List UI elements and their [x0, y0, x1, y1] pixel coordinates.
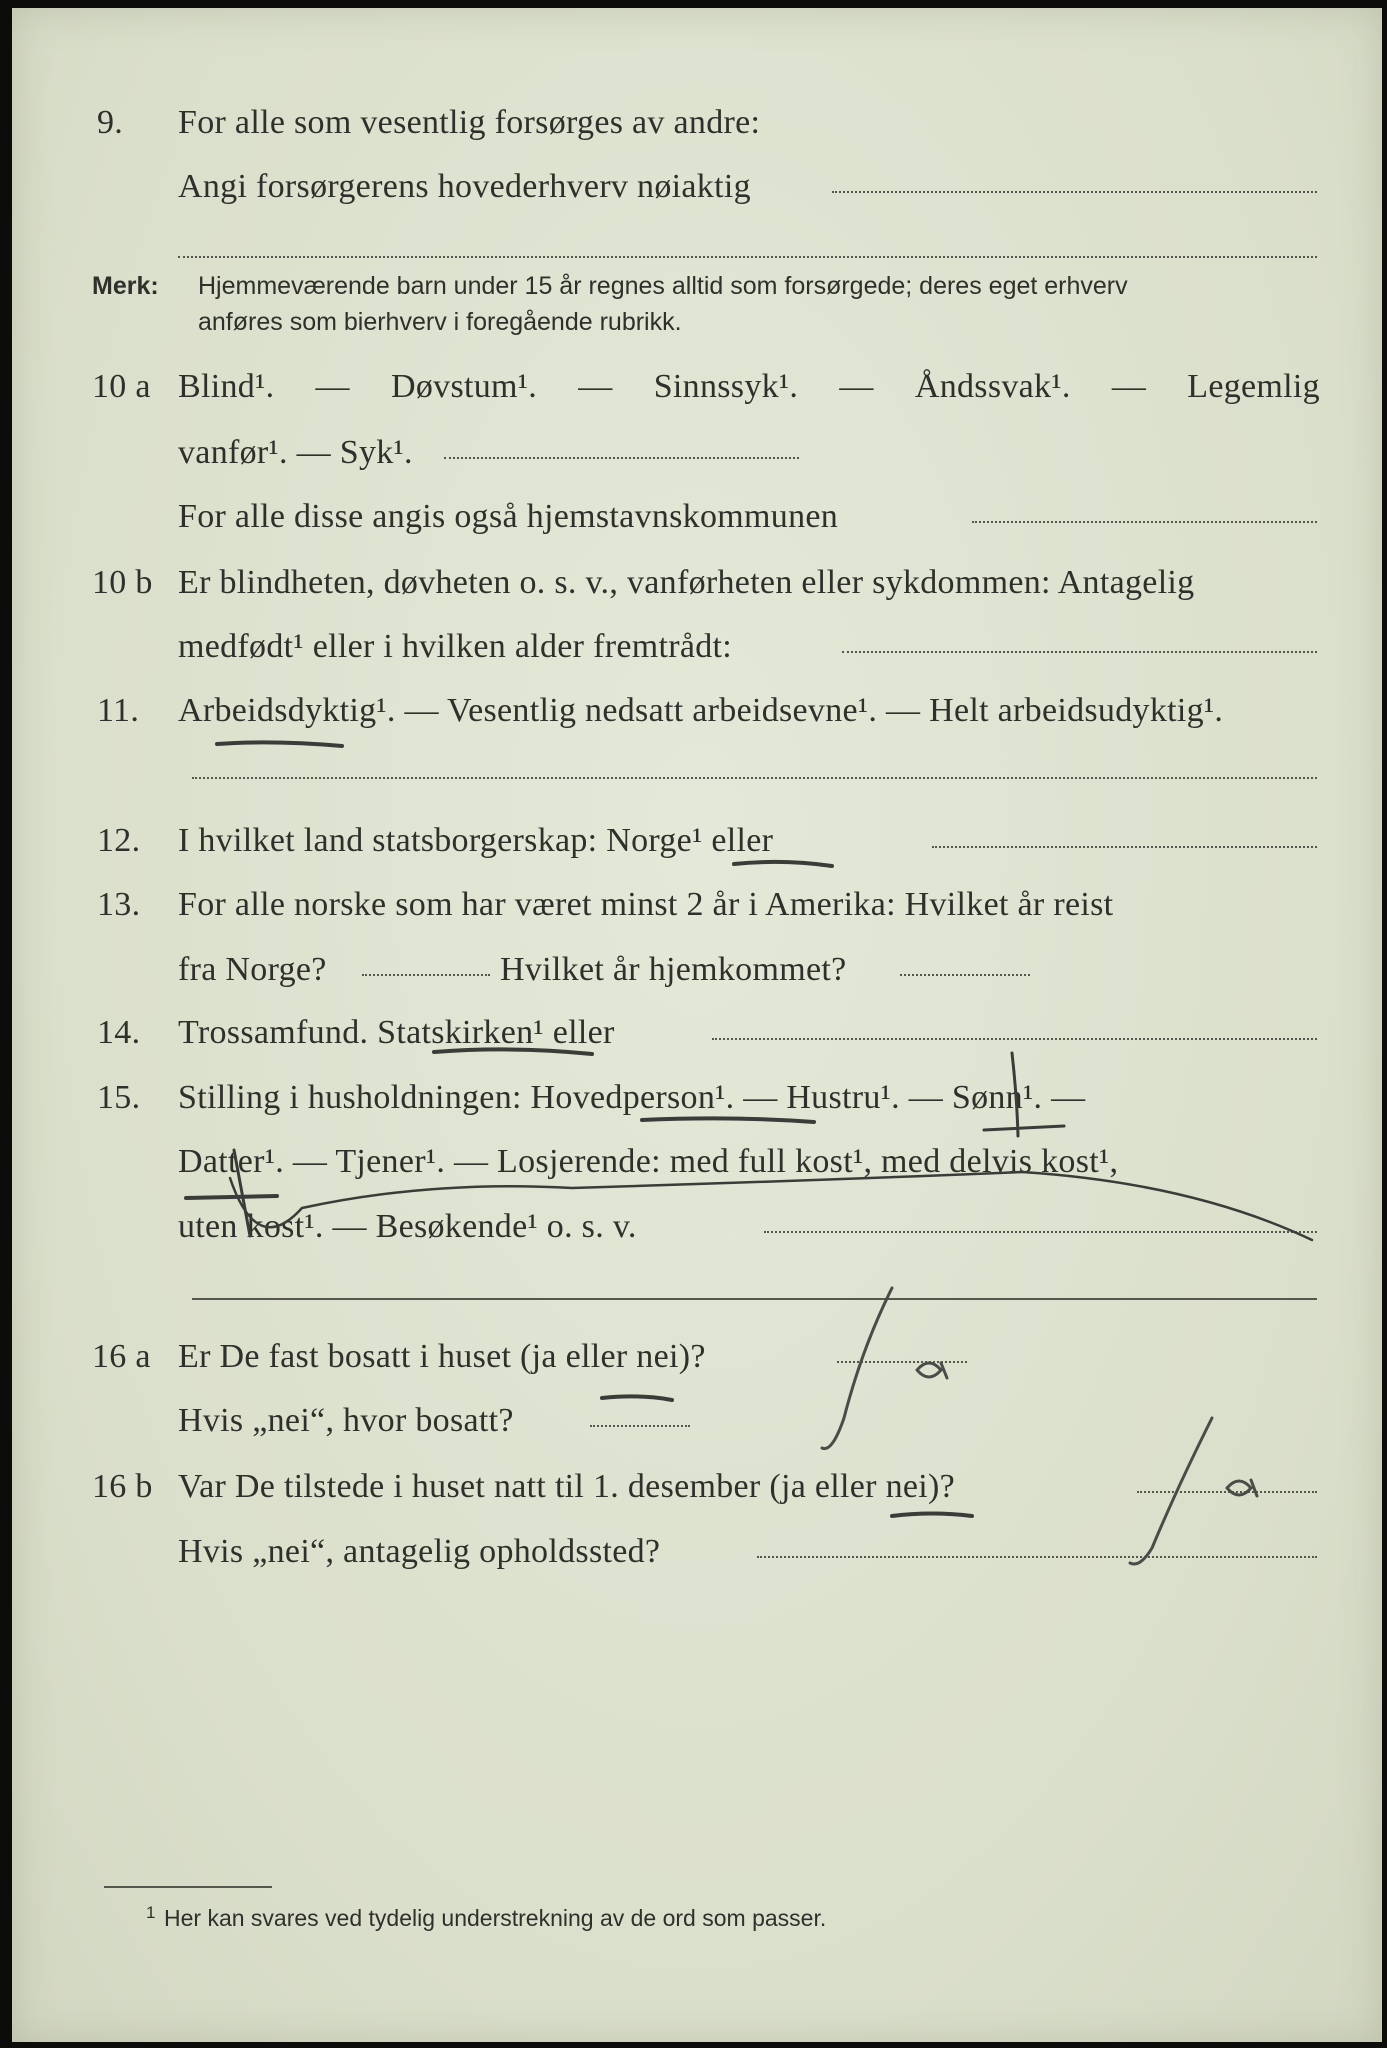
q12-number: 12.: [97, 822, 141, 859]
q14-number: 14.: [97, 1014, 141, 1051]
q9-subquestion: Angi forsørgerens hovederhverv nøiaktig: [178, 168, 751, 205]
q10b-row: [12, 556, 1382, 612]
q10a-dash: —: [1111, 368, 1147, 405]
q10a-number: 10 a: [92, 368, 151, 405]
q15-line-2: Datter¹. — Tjener¹. — Losjerende: med full kost¹, med delvis kost¹,: [178, 1143, 1119, 1180]
q15-divider-line: [192, 1298, 1317, 1300]
q16b-row-2: [12, 1525, 1382, 1581]
q16a-answer-line[interactable]: [837, 1361, 967, 1363]
q16a-bosatt-answer-line[interactable]: [590, 1425, 690, 1427]
q15-answer-line[interactable]: [764, 1231, 1317, 1233]
q10a-option-legemlig[interactable]: Legemlig: [1187, 368, 1320, 405]
q11-answer-line[interactable]: [192, 777, 1317, 779]
q15-row-3: [12, 1200, 1382, 1256]
q11-row: [12, 684, 1382, 740]
q12-answer-line[interactable]: [932, 846, 1317, 848]
q14-answer-line[interactable]: [712, 1038, 1317, 1040]
q10b-line-2: medfødt¹ eller i hvilken alder fremtrådt:: [178, 628, 733, 665]
q13-hjemkommet-label: Hvilket år hjemkommet?: [500, 951, 847, 988]
q13-reist-label: fra Norge?: [178, 951, 327, 988]
q11-question: Arbeidsdyktig¹. — Vesentlig nedsatt arbeidsevne¹. — Helt arbeidsudyktig¹.: [178, 692, 1224, 729]
census-form-page: [12, 8, 1382, 2042]
q10a-dash: —: [839, 368, 874, 405]
q16b-row: [12, 1460, 1382, 1516]
merk-line-2: anføres som bierhverv i foregående rubrikk.: [198, 308, 682, 336]
q10a-line-3: For alle disse angis også hjemstavnskommunen: [178, 498, 839, 535]
q13-hjemkommet-answer-line[interactable]: [900, 974, 1030, 976]
q11-number: 11.: [97, 692, 140, 729]
q10a-option-sinnssyk[interactable]: Sinnssyk¹.: [653, 368, 799, 405]
footnote-text: Her kan svares ved tydelig understrekning av de ord som passer.: [164, 1905, 827, 1931]
q10b-question: Er blindheten, døvheten o. s. v., vanførheten eller sykdommen: Antagelig: [178, 564, 1195, 601]
q10b-number: 10 b: [92, 564, 153, 601]
q10a-options: [178, 368, 1320, 406]
q16a-question: Er De fast bosatt i huset (ja eller nei)?: [178, 1338, 706, 1375]
q10a-line-2: vanfør¹. — Syk¹.: [178, 434, 413, 471]
q9-row: [12, 96, 1382, 152]
footnote-rule: [104, 1886, 272, 1888]
q10a-syk-answer-line[interactable]: [444, 457, 799, 459]
q13-row-2: [12, 943, 1382, 999]
q12-row: [12, 814, 1382, 870]
q13-question: For alle norske som har været minst 2 år i Amerika: Hvilket år reist: [178, 886, 1114, 923]
q15-question: Stilling i husholdningen: Hovedperson¹. — Hustru¹. — Sønn¹. —: [178, 1079, 1086, 1116]
q16b-opholdssted-answer-line[interactable]: [757, 1556, 1317, 1558]
q9-answer-line[interactable]: [832, 191, 1317, 193]
q9-answer-line-2[interactable]: [178, 256, 1317, 258]
q10b-answer-line[interactable]: [842, 651, 1317, 653]
q10a-kommune-answer-line[interactable]: [972, 521, 1317, 523]
q16a-row: [12, 1330, 1382, 1386]
q13-number: 13.: [97, 886, 141, 923]
q10a-row: [12, 360, 1382, 416]
q13-reist-answer-line[interactable]: [362, 974, 490, 976]
q10a-row-3: [12, 490, 1382, 546]
q9-row-2: [12, 160, 1382, 216]
q14-question: Trossamfund. Statskirken¹ eller: [178, 1014, 615, 1051]
q16a-number: 16 a: [92, 1338, 151, 1375]
q16a-line-2: Hvis „nei“, hvor bosatt?: [178, 1402, 514, 1439]
q10a-option-blind[interactable]: Blind¹.: [178, 368, 275, 405]
q16b-line-2: Hvis „nei“, antagelig opholdssted?: [178, 1533, 661, 1570]
q16b-question: Var De tilstede i huset natt til 1. desember (ja eller nei)?: [178, 1468, 956, 1505]
underline-arbeidsdyktig: [217, 742, 342, 746]
q10a-option-dovstum[interactable]: Døvstum¹.: [391, 368, 538, 405]
footnote-mark: 1: [146, 1903, 156, 1922]
q15-row-2: [12, 1135, 1382, 1191]
q10b-row-2: [12, 620, 1382, 676]
q13-row: [12, 878, 1382, 934]
q12-question: I hvilket land statsborgerskap: Norge¹ eller: [178, 822, 774, 859]
q10a-dash: —: [315, 368, 350, 405]
q16b-number: 16 b: [92, 1468, 153, 1505]
cross-datter-bar: [186, 1196, 277, 1198]
q10a-dash: —: [578, 368, 613, 405]
q15-row: [12, 1071, 1382, 1127]
q15-number: 15.: [97, 1079, 141, 1116]
q9-number: 9.: [97, 104, 124, 141]
q10a-option-andssvak[interactable]: Åndssvak¹.: [914, 368, 1071, 405]
q10a-row-2: [12, 426, 1382, 482]
q14-row: [12, 1006, 1382, 1062]
merk-label: Merk:: [92, 272, 159, 300]
q15-line-3: uten kost¹. — Besøkende¹ o. s. v.: [178, 1208, 637, 1245]
q16a-row-2: [12, 1394, 1382, 1450]
q9-question: For alle som vesentlig forsørges av andre:: [178, 104, 761, 141]
q16b-answer-line[interactable]: [1137, 1491, 1317, 1493]
merk-line-1: Hjemmeværende barn under 15 år regnes alltid som forsørgede; deres eget erhverv: [198, 272, 1128, 300]
